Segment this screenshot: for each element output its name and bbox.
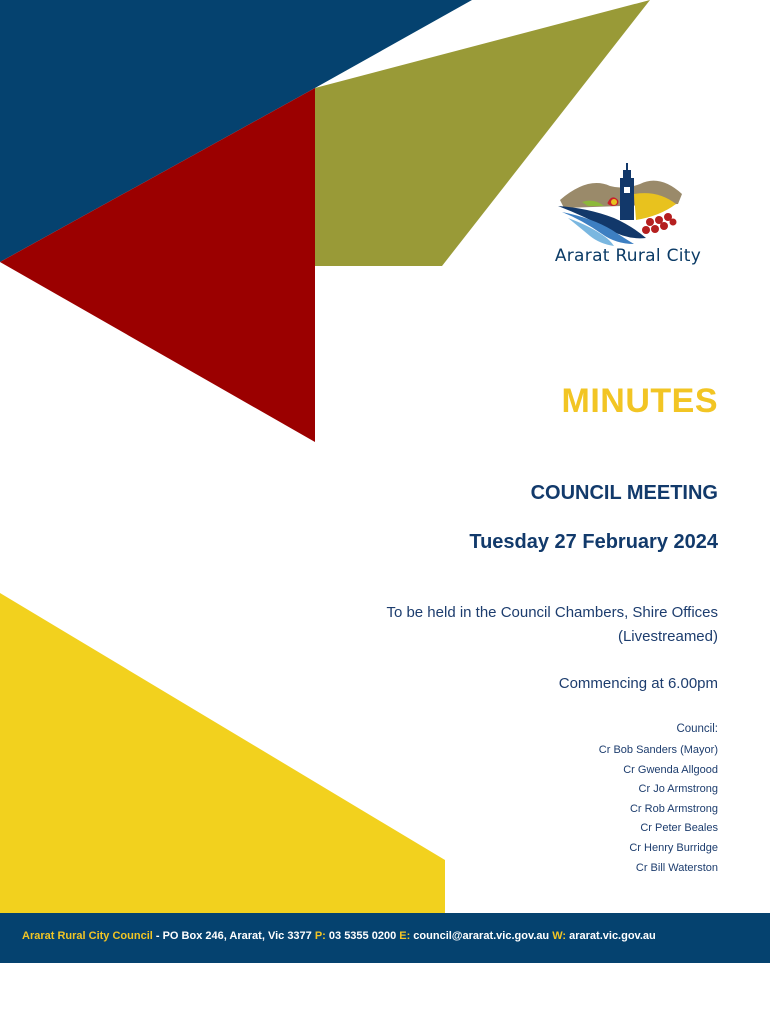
council-label: Council: [676, 723, 718, 735]
councillor-list [599, 741, 718, 878]
councillor-item: Cr Bob Sanders (Mayor) [598, 744, 718, 756]
footer-phone: 03 5355 0200 [325, 930, 400, 942]
footer-contact [22, 930, 656, 942]
venue-line: To be held in the Council Chambers, Shire Offices [386, 604, 718, 621]
yellow-shape [0, 593, 445, 913]
footer-org: Ararat Rural City Council [22, 930, 153, 942]
venue-block [386, 601, 718, 649]
councillor-item: Cr Henry Burridge [629, 841, 718, 854]
councillor-item: Cr Peter Beales [640, 822, 718, 835]
footer-email[interactable]: council@ararat.vic.gov.au [410, 930, 553, 942]
councillor-item: Cr Jo Armstrong [638, 783, 718, 796]
livestream-note: (Livestreamed) [617, 628, 718, 645]
logo-name: Ararat Rural City [554, 246, 702, 266]
councillor-item: Cr Gwenda Allgood [623, 763, 718, 776]
footer-web-label: W: [552, 930, 567, 942]
document-type-title: MINUTES [561, 382, 718, 420]
footer-phone-label: P: [314, 930, 326, 942]
footer-address: - PO Box 246, Ararat, Vic 3377 [152, 930, 315, 942]
meeting-date: Tuesday 27 February 2024 [469, 531, 718, 553]
meeting-name: COUNCIL MEETING [530, 482, 718, 504]
logo-tower [620, 178, 634, 220]
councillor-item: Cr Rob Armstrong [629, 802, 718, 815]
footer-website[interactable]: ararat.vic.gov.au [566, 930, 656, 942]
footer-email-label: E: [399, 930, 411, 942]
commencing-time: Commencing at 6.00pm [558, 675, 718, 692]
councillor-item: Cr Bill Waterston [635, 861, 718, 874]
